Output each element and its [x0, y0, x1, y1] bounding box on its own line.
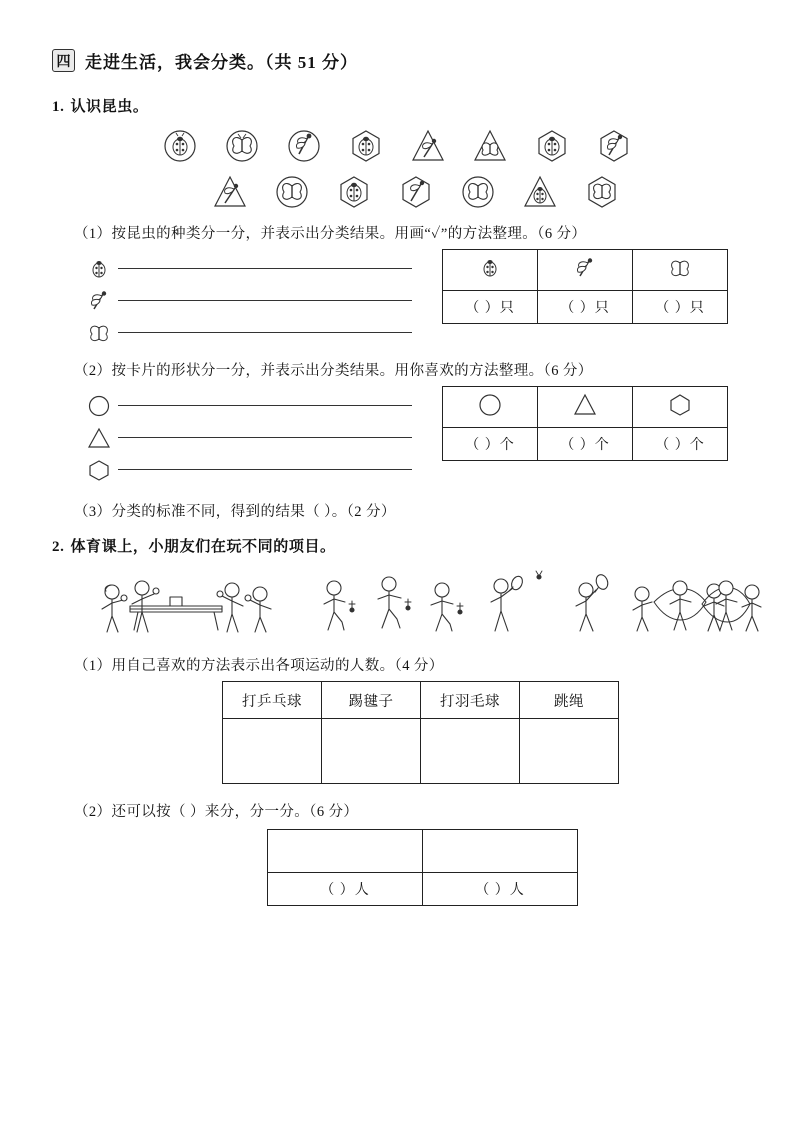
bottom-header-1[interactable] — [423, 830, 578, 873]
q1-answer-block-1 — [82, 249, 741, 349]
card-ladybug-triangle — [514, 172, 566, 212]
section-heading — [52, 48, 741, 73]
sports-cell-2[interactable] — [421, 719, 520, 784]
question-1-head — [52, 95, 741, 116]
answer-line-butterfly — [82, 317, 412, 349]
answer-line-dragonfly — [82, 285, 412, 317]
question-1 — [52, 95, 741, 521]
table-header-butterfly — [633, 250, 728, 291]
write-line[interactable] — [118, 404, 412, 406]
card-ladybug-hexagon — [526, 126, 578, 166]
card-dragonfly-circle — [278, 126, 330, 166]
question-2 — [52, 535, 741, 906]
q2-bottom-table — [267, 829, 578, 906]
q1-answer-lines-2 — [82, 386, 412, 486]
sports-header-0: 打乒乓球 — [223, 682, 322, 719]
question-1-sub-2: （2）按卡片的形状分一分，并表示出分类结果。用你喜欢的方法整理。（6 分） — [74, 363, 593, 379]
q1-count-table-shapes — [442, 386, 728, 461]
card-dragonfly-triangle — [402, 126, 454, 166]
table-row-header — [268, 830, 578, 873]
q1-count-table-insects — [442, 249, 728, 324]
write-line[interactable] — [118, 436, 412, 438]
question-1-sub-1: （1）按昆虫的种类分一分，并表示出分类结果。用画“✓”的方法整理。（6 分） — [74, 226, 587, 242]
q1-answer-lines-1 — [82, 249, 412, 349]
question-1-number: 1. — [52, 99, 65, 115]
circle-icon — [82, 392, 116, 420]
bottom-cell-1[interactable]: （ ）人 — [423, 873, 578, 906]
count-cell-dragonfly[interactable]: （ ）只 — [538, 291, 633, 324]
write-line[interactable] — [118, 299, 412, 301]
question-2-title: 体育课上，小朋友们在玩不同的项目。 — [70, 539, 336, 555]
question-1-title: 认识昆虫。 — [70, 99, 149, 115]
sports-cell-1[interactable] — [322, 719, 421, 784]
count-cell-hexagon[interactable]: （ ）个 — [633, 428, 728, 461]
question-2-number: 2. — [52, 539, 65, 555]
dragonfly-icon — [82, 287, 116, 315]
write-line[interactable] — [118, 331, 412, 333]
count-cell-butterfly[interactable]: （ ）只 — [633, 291, 728, 324]
butterfly-icon — [82, 319, 116, 347]
card-ladybug-circle — [154, 126, 206, 166]
sports-header-1: 踢毽子 — [322, 682, 421, 719]
card-butterfly-circle-2 — [266, 172, 318, 212]
card-butterfly-hexagon — [576, 172, 628, 212]
table-header-triangle — [538, 387, 633, 428]
question-2-sub-2: （2）还可以按（ ）来分，分一分。（6 分） — [74, 804, 359, 820]
card-dragonfly-triangle-2 — [204, 172, 256, 212]
section-title: 走进生活，我会分类。（共 51 分） — [85, 53, 358, 72]
table-row-counts — [443, 428, 728, 461]
answer-line-ladybug — [82, 253, 412, 285]
question-1-sub-3: （3）分类的标准不同，得到的结果（ ）。（2 分） — [74, 504, 396, 520]
q2-sports-table — [222, 681, 619, 784]
card-ladybug-hexagon-2 — [328, 172, 380, 212]
write-line[interactable] — [118, 468, 412, 470]
triangle-icon — [82, 424, 116, 452]
table-header-hexagon — [633, 387, 728, 428]
table-row-counts — [443, 291, 728, 324]
table-row-header — [443, 250, 728, 291]
sports-header-3: 跳绳 — [520, 682, 619, 719]
bottom-header-0[interactable] — [268, 830, 423, 873]
table-row-header — [443, 387, 728, 428]
answer-line-circle — [82, 390, 412, 422]
card-butterfly-circle-3 — [452, 172, 504, 212]
card-butterfly-circle — [216, 126, 268, 166]
answer-line-hexagon — [82, 454, 412, 486]
question-2-head — [52, 535, 741, 556]
count-cell-triangle[interactable]: （ ）个 — [538, 428, 633, 461]
write-line[interactable] — [118, 267, 412, 269]
count-cell-circle[interactable]: （ ）个 — [443, 428, 538, 461]
card-beetle-hexagon — [340, 126, 392, 166]
cards-row-2 — [204, 172, 628, 212]
hexagon-icon — [82, 456, 116, 484]
sports-cell-3[interactable] — [520, 719, 619, 784]
sports-header-2: 打羽毛球 — [421, 682, 520, 719]
card-butterfly-triangle — [464, 126, 516, 166]
table-row-blank — [223, 719, 619, 784]
cards-row-1 — [154, 126, 640, 166]
table-header-circle — [443, 387, 538, 428]
table-header-dragonfly — [538, 250, 633, 291]
card-dragonfly-hexagon-2 — [390, 172, 442, 212]
table-row-header — [223, 682, 619, 719]
question-2-sub-1: （1）用自己喜欢的方法表示出各项运动的人数。（4 分） — [74, 658, 444, 674]
insect-cards — [52, 126, 741, 212]
table-header-ladybug — [443, 250, 538, 291]
answer-line-triangle — [82, 422, 412, 454]
count-cell-ladybug[interactable]: （ ）只 — [443, 291, 538, 324]
card-dragonfly-hexagon — [588, 126, 640, 166]
table-row-counts — [268, 873, 578, 906]
q1-answer-block-2 — [82, 386, 741, 486]
sports-cell-0[interactable] — [223, 719, 322, 784]
section-number: 四 — [52, 49, 75, 72]
bottom-cell-0[interactable]: （ ）人 — [268, 873, 423, 906]
ladybug-icon — [82, 255, 116, 283]
sports-illustration — [82, 564, 762, 642]
